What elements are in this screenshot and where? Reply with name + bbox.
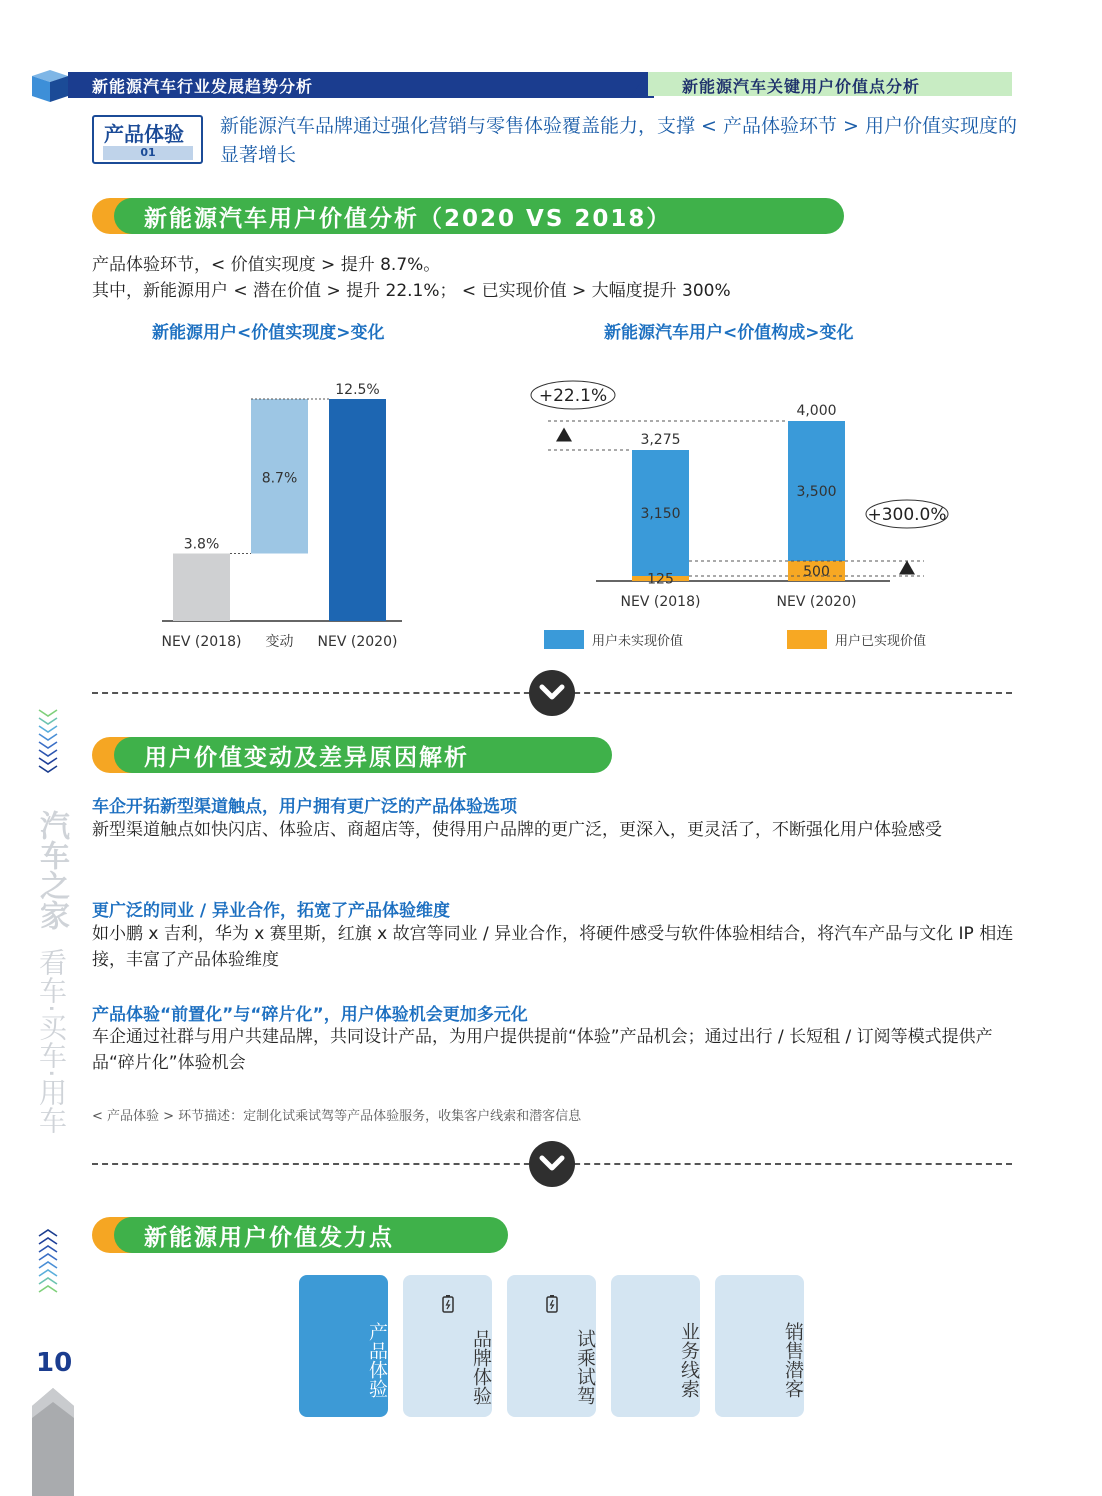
- header-left-title: 新能源汽车行业发展趋势分析: [92, 77, 314, 96]
- chart2-total-label: 4,000: [796, 403, 837, 419]
- card-brand-experience[interactable]: [403, 1275, 492, 1417]
- chart1-tick-label: NEV (2020): [317, 634, 398, 650]
- chevron-down-icon: [529, 670, 575, 716]
- section1-line1: 产品体验环节，< 价值实现度 > 提升 8.7%。: [92, 255, 441, 275]
- chart1-title: 新能源用户<价值实现度>变化: [152, 323, 385, 343]
- up-arrow-icon: [899, 561, 915, 575]
- header-right-title: 新能源汽车关键用户价值点分析: [682, 77, 921, 96]
- chart2-data-label: 500: [803, 564, 830, 580]
- card-business-leads[interactable]: [611, 1275, 700, 1417]
- side-chevrons-bottom-icon: [36, 1228, 60, 1298]
- intro-text: 新能源汽车品牌通过强化营销与零售体验覆盖能力，支撑 < 产品体验环节 > 用户价值实现度的显著增长: [220, 115, 1018, 166]
- badge-number: 01: [103, 146, 193, 160]
- chart1-bar: [173, 554, 230, 621]
- expand-down-button-1[interactable]: [529, 670, 575, 716]
- reason1-title: 车企开拓新型渠道触点，用户拥有更广泛的产品体验选项: [92, 797, 517, 817]
- card-label: 产品体验: [366, 1322, 388, 1398]
- side-brand: 汽车之家: [34, 810, 69, 930]
- chart1-value-realization: [140, 370, 420, 660]
- chart2-legend-swatch: [787, 630, 827, 649]
- chart2-tick-label: NEV (2020): [776, 594, 857, 610]
- chart2-title: 新能源汽车用户<价值构成>变化: [604, 323, 854, 343]
- card-label: 品牌体验: [470, 1329, 492, 1405]
- card-product-experience[interactable]: [299, 1275, 388, 1417]
- chart2-legend-label: 用户已实现价值: [835, 634, 927, 649]
- card-test-drive[interactable]: [507, 1275, 596, 1417]
- page-tab: [32, 1388, 74, 1496]
- chart2-total-label: 3,275: [640, 432, 681, 448]
- page-number: 10: [36, 1348, 73, 1378]
- reason1-text: 新型渠道触点如快闪店、体验店、商超店等，使得用户品牌的更广泛，更深入，更灵活了，不断强化用户体验感受: [92, 820, 942, 840]
- chart2-data-label: 3,150: [640, 506, 681, 522]
- chart1-tick-label: 变动: [265, 634, 294, 650]
- reason3-text: 车企通过社群与用户共建品牌，共同设计产品，为用户提供提前“体验”产品机会；通过出行 / 长短租 / 订阅等模式提供产品“碎片化”体验机会: [92, 1027, 993, 1073]
- section1-line2: 其中，新能源用户 < 潜在价值 > 提升 22.1%； < 已实现价值 > 大幅度提升 300%: [92, 281, 731, 301]
- chart1-data-label: 12.5%: [335, 382, 380, 398]
- chart2-value-composition: [520, 370, 960, 660]
- reason3-title: 产品体验“前置化”与“碎片化”，用户体验机会更加多元化: [92, 1005, 528, 1025]
- header-divider: [630, 72, 648, 98]
- reason2-text: 如小鹏 x 吉利，华为 x 赛里斯，红旗 x 故宫等同业 / 异业合作，将硬件感受与软件体验相结合，将汽车产品与文化 IP 相连接，丰富了产品体验维度: [92, 924, 1014, 970]
- battery-icon: [545, 1295, 559, 1313]
- chart1-tick-label: NEV (2018): [161, 634, 242, 650]
- section2-note: < 产品体验 > 环节描述：定制化试乘试驾等产品体验服务，收集客户线索和潜客信息: [92, 1109, 582, 1124]
- chart2-annotation: +22.1%: [538, 386, 608, 406]
- card-sales-prospects[interactable]: [715, 1275, 804, 1417]
- chart1-data-label: 3.8%: [183, 536, 220, 553]
- reason2-title: 更广泛的同业 / 异业合作，拓宽了产品体验维度: [92, 901, 451, 921]
- chart2-data-label: 125: [647, 571, 674, 588]
- battery-icon: [441, 1295, 455, 1313]
- chart1-data-label: 8.7%: [261, 470, 298, 487]
- expand-down-button-2[interactable]: [529, 1141, 575, 1187]
- chevron-down-icon: [529, 1141, 575, 1187]
- card-label: 试乘试驾: [574, 1329, 596, 1405]
- card-label: 销售潜客: [782, 1322, 804, 1398]
- card-label: 业务线索: [678, 1322, 700, 1398]
- chart2-tick-label: NEV (2018): [620, 594, 701, 610]
- section2-title: 用户价值变动及差异原因解析: [144, 745, 469, 771]
- badge-title: 产品体验: [104, 122, 184, 146]
- chart2-legend-swatch: [544, 630, 584, 649]
- side-slogan: 看车·买车·用车: [35, 948, 68, 1134]
- section3-title: 新能源用户价值发力点: [144, 1225, 394, 1251]
- chart2-data-label: 3,500: [796, 484, 837, 500]
- side-chevrons-top-icon: [36, 708, 60, 778]
- up-arrow-icon: [556, 428, 572, 442]
- chart2-legend-label: 用户未实现价值: [592, 634, 684, 649]
- chart1-bar: [329, 399, 386, 621]
- chart2-annotation: +300.0%: [867, 505, 947, 525]
- header-cube-icon: [30, 68, 70, 104]
- section1-title: 新能源汽车用户价值分析（2020 VS 2018）: [144, 206, 672, 232]
